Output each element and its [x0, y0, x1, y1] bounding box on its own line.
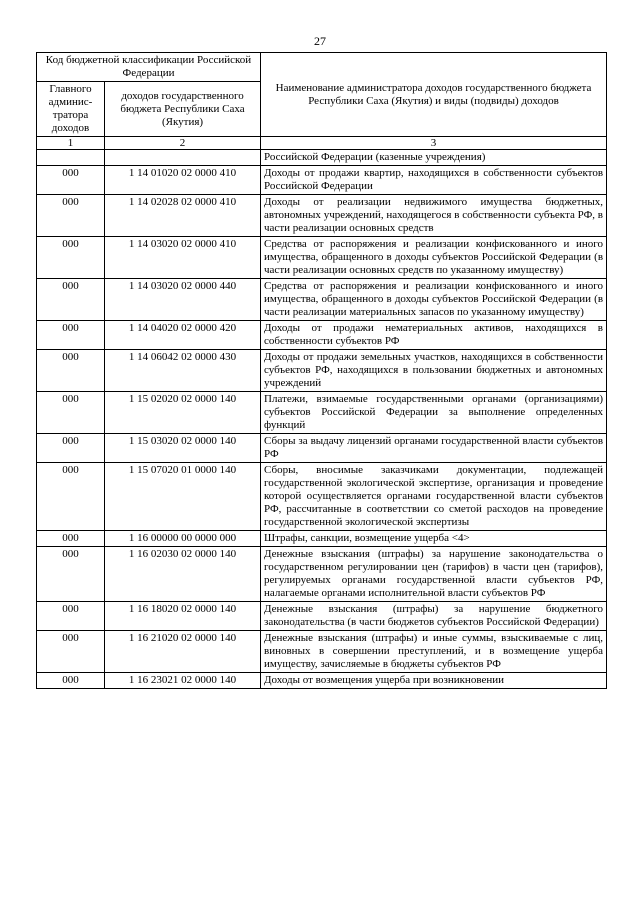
header-col1: Главного админис-тратора доходов [37, 82, 105, 137]
header-col2: доходов государственного бюджета Республики Саха (Якутия) [105, 82, 261, 137]
income-name-cell: Штрафы, санкции, возмещение ущерба <4> [261, 531, 607, 547]
admin-code-cell: 000 [37, 279, 105, 321]
admin-code-cell: 000 [37, 631, 105, 673]
admin-code-cell: 000 [37, 434, 105, 463]
income-code-cell: 1 16 00000 00 0000 000 [105, 531, 261, 547]
income-name-cell: Платежи, взимаемые государственными органами (организациями) субъектов Российской Федерации за выполнение определенных функций [261, 392, 607, 434]
admin-code-cell: 000 [37, 350, 105, 392]
admin-code-cell: 000 [37, 237, 105, 279]
income-name-cell: Сборы за выдачу лицензий органами государственной власти субъектов РФ [261, 434, 607, 463]
income-name-cell: Средства от распоряжения и реализации конфискованного и иного имущества, обращенного в доходы субъектов Российской Федерации (в части реализации материальных запасов по указанному имуществу) [261, 279, 607, 321]
income-code-cell: 1 16 21020 02 0000 140 [105, 631, 261, 673]
admin-code-cell: 000 [37, 547, 105, 602]
table-row [37, 195, 607, 237]
table-row [37, 392, 607, 434]
income-name-cell: Средства от распоряжения и реализации конфискованного и иного имущества, обращенного в доходы субъектов Российской Федерации (в части реализации основных средств по указанному имуществу) [261, 237, 607, 279]
table-row [37, 321, 607, 350]
admin-code-cell: 000 [37, 392, 105, 434]
admin-code-cell: 000 [37, 673, 105, 689]
budget-classification-table [36, 52, 607, 689]
admin-code-cell: 000 [37, 602, 105, 631]
admin-code-cell: 000 [37, 195, 105, 237]
income-code-cell: 1 16 02030 02 0000 140 [105, 547, 261, 602]
header-row-top [37, 53, 607, 82]
income-code-cell: 1 16 23021 02 0000 140 [105, 673, 261, 689]
table-row [37, 350, 607, 392]
income-code-cell: 1 15 02020 02 0000 140 [105, 392, 261, 434]
table-row [37, 463, 607, 531]
income-code-cell: 1 14 03020 02 0000 440 [105, 279, 261, 321]
table-row [37, 547, 607, 602]
header-col3: Наименование администратора доходов государственного бюджета Республики Саха (Якутия) и виды (подвиды) доходов [261, 53, 607, 137]
income-name-cell: Российской Федерации (казенные учреждения) [261, 150, 607, 166]
income-name-cell: Денежные взыскания (штрафы) за нарушение законодательства о государственном регулировании цен (тарифов) в части цен (тарифов), регулируемых органами государственной власти субъектов РФ, налагаемые органами исполнительной власти субъектов РФ [261, 547, 607, 602]
income-code-cell: 1 15 03020 02 0000 140 [105, 434, 261, 463]
admin-code-cell: 000 [37, 463, 105, 531]
page-number: 27 [314, 34, 326, 48]
income-name-cell: Доходы от реализации недвижимого имущества бюджетных, автономных учреждений, находящегося в собственности субъекта РФ, в части реализации основных средств [261, 195, 607, 237]
admin-code-cell: 000 [37, 321, 105, 350]
header-num1: 1 [37, 137, 105, 150]
table-row [37, 531, 607, 547]
income-code-cell: 1 14 04020 02 0000 420 [105, 321, 261, 350]
table-row [37, 150, 607, 166]
header-num3: 3 [261, 137, 607, 150]
header-group-title: Код бюджетной классификации Российской Федерации [37, 53, 261, 82]
income-code-cell: 1 14 03020 02 0000 410 [105, 237, 261, 279]
admin-code-cell [37, 150, 105, 166]
income-code-cell: 1 14 01020 02 0000 410 [105, 166, 261, 195]
table-row [37, 602, 607, 631]
income-name-cell: Сборы, вносимые заказчиками документации, подлежащей государственной экологической экспертизе, организация и проведение которой осуществляется органами государственной власти субъектов РФ, рассчитанные в соответствии со сметой расходов на проведение государственной экологической экспертизы [261, 463, 607, 531]
income-name-cell: Доходы от продажи квартир, находящихся в собственности субъектов Российской Федерации [261, 166, 607, 195]
income-name-cell: Доходы от продажи нематериальных активов, находящихся в собственности субъектов РФ [261, 321, 607, 350]
table-row [37, 434, 607, 463]
table-row [37, 279, 607, 321]
table-row [37, 673, 607, 689]
income-code-cell: 1 14 06042 02 0000 430 [105, 350, 261, 392]
header-row-numbers [37, 137, 607, 150]
income-code-cell: 1 14 02028 02 0000 410 [105, 195, 261, 237]
income-code-cell [105, 150, 261, 166]
income-name-cell: Денежные взыскания (штрафы) и иные суммы, взыскиваемые с лиц, виновных в совершении преступлений, и в возмещение ущерба имуществу, зачисляемые в бюджеты субъектов РФ [261, 631, 607, 673]
income-code-cell: 1 15 07020 01 0000 140 [105, 463, 261, 531]
income-name-cell: Денежные взыскания (штрафы) за нарушение бюджетного законодательства (в части бюджетов субъектов Российской Федерации) [261, 602, 607, 631]
table-row [37, 631, 607, 673]
header-num2: 2 [105, 137, 261, 150]
table-row [37, 237, 607, 279]
admin-code-cell: 000 [37, 531, 105, 547]
income-name-cell: Доходы от возмещения ущерба при возникновении [261, 673, 607, 689]
income-name-cell: Доходы от продажи земельных участков, находящихся в собственности субъектов РФ, находящихся в пользовании бюджетных и автономных учреждений [261, 350, 607, 392]
admin-code-cell: 000 [37, 166, 105, 195]
table-row [37, 166, 607, 195]
income-code-cell: 1 16 18020 02 0000 140 [105, 602, 261, 631]
